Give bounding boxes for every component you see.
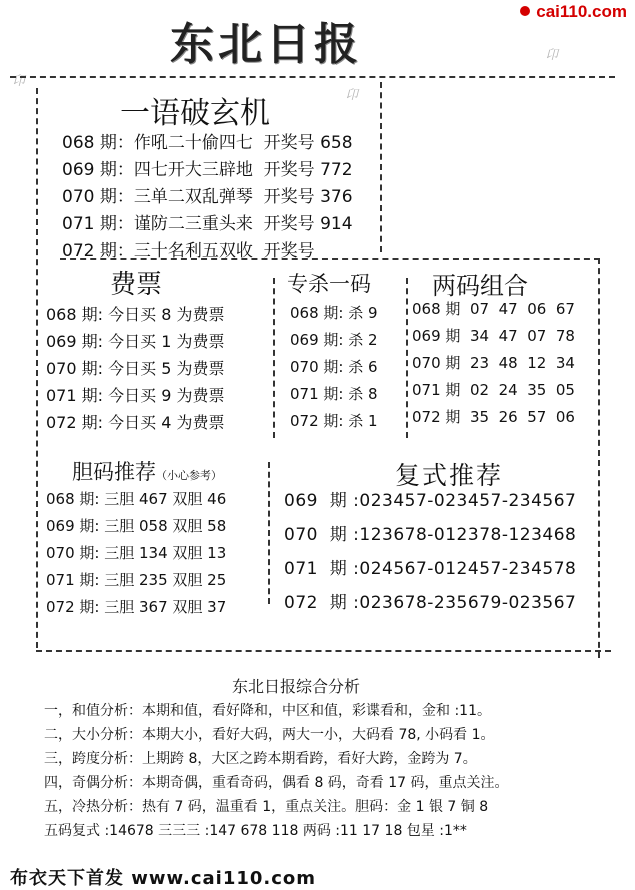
riddle-row: 069 期：四七开大三辟地 开奖号 772 [62,160,353,180]
riddle-row: 068 期：作吼二十偷四七 开奖号 658 [62,133,353,153]
outer-frame-right [598,258,600,658]
fushi-row: 070 期 :123678-012378-123468 [284,525,577,545]
dan-list [46,488,226,623]
analysis-line: 三，跨度分析：上期跨 8，大区之跨本期看跨，看好大跨，金跨为 7。 [44,751,477,767]
kill-one-row: 071 期: 杀 8 [290,385,378,403]
free-ticket-row: 072 期: 今日买 4 为费票 [46,413,225,432]
two-code-row: 071 期 02 24 35 05 [412,381,575,399]
two-code-row: 070 期 23 48 12 34 [412,354,575,372]
riddle-row: 071 期：谨防二三重头来 开奖号 914 [62,214,353,234]
kill-one-title: 专杀一码 [287,272,371,296]
dan-title: 胆码推荐 [72,460,156,484]
site-logo-text: cai110.com [536,2,627,21]
masthead: 东北日报 [170,19,362,70]
riddle-list [62,128,353,263]
two-code-row: 069 期 34 47 07 78 [412,327,575,345]
riddle-row: 070 期：三单二双乱弹琴 开奖号 376 [62,187,353,207]
analysis-line: 五码复式 :14678 三三三 :147 678 118 两码 :11 17 18 包星 :1** [44,823,467,839]
site-logo[interactable] [520,2,627,22]
two-code-list [412,298,575,433]
kill-one-row: 068 期: 杀 9 [290,304,378,322]
kill-one-row: 072 期: 杀 1 [290,412,378,430]
analysis-line: 四，奇偶分析：本期奇偶，重看奇码，偶看 8 码，奇看 17 码，重点关注。 [44,775,509,791]
free-ticket-row: 068 期: 今日买 8 为费票 [46,305,225,324]
riddle-title: 一语破玄机 [120,96,270,131]
two-code-title: 两码组合 [432,272,528,300]
free-ticket-row: 071 期: 今日买 9 为费票 [46,386,225,405]
dan-row: 071 期: 三胆 235 双胆 25 [46,571,227,589]
dan-note: （小心参考） [156,469,222,482]
analysis-line: 五，冷热分析：热有 7 码，温重看 1，重点关注。胆码：金 1 银 7 铜 8 [44,799,489,815]
analysis-list [44,700,509,844]
logo-dot-icon [520,6,530,16]
two-code-row: 072 期 35 26 57 06 [412,408,575,426]
riddle-row: 072 期：三十名利五双收 开奖号 [62,241,315,261]
outer-frame-top [10,76,615,78]
dan-row: 070 期: 三胆 134 双胆 13 [46,544,227,562]
two-code-row: 068 期 07 47 06 67 [412,300,575,318]
kill-one-list [290,302,378,437]
bottom-divider [36,650,611,652]
watermark-glyph: 卬 [345,88,359,103]
column-divider-2 [406,278,408,438]
kill-one-row: 069 期: 杀 2 [290,331,378,349]
watermark-glyph: 卬 [12,74,26,89]
analysis-line: 一，和值分析：本期和值，看好降和，中区和值，彩谍看和，金和 :11。 [44,703,491,719]
riddle-frame-right [380,82,382,252]
free-ticket-row: 069 期: 今日买 1 为费票 [46,332,225,351]
outer-frame-left [36,88,38,648]
fushi-title: 复式推荐 [395,461,504,490]
free-ticket-title: 费票 [110,270,163,300]
fushi-list [284,486,576,622]
analysis-line: 二，大小分析：本期大小，看好大码，两大一小，大码看 78, 小码看 1。 [44,727,495,743]
watermark-glyph: 卬 [545,48,559,63]
kill-one-row: 070 期: 杀 6 [290,358,378,376]
free-ticket-list [46,302,224,437]
dan-row: 072 期: 三胆 367 双胆 37 [46,598,227,616]
free-ticket-row: 070 期: 今日买 5 为费票 [46,359,225,378]
fushi-row: 071 期 :024567-012457-234578 [284,559,577,579]
analysis-title: 东北日报综合分析 [232,677,361,696]
fushi-row: 069 期 :023457-023457-234567 [284,491,577,511]
fushi-row: 072 期 :023678-235679-023567 [284,593,577,613]
dan-header [72,456,222,486]
column-divider-3 [268,462,270,604]
dan-row: 069 期: 三胆 058 双胆 58 [46,517,227,535]
dan-row: 068 期: 三胆 467 双胆 46 [46,490,227,508]
column-divider-1 [273,278,275,438]
footer-credit: 布衣天下首发 www.cai110.com [10,868,317,889]
